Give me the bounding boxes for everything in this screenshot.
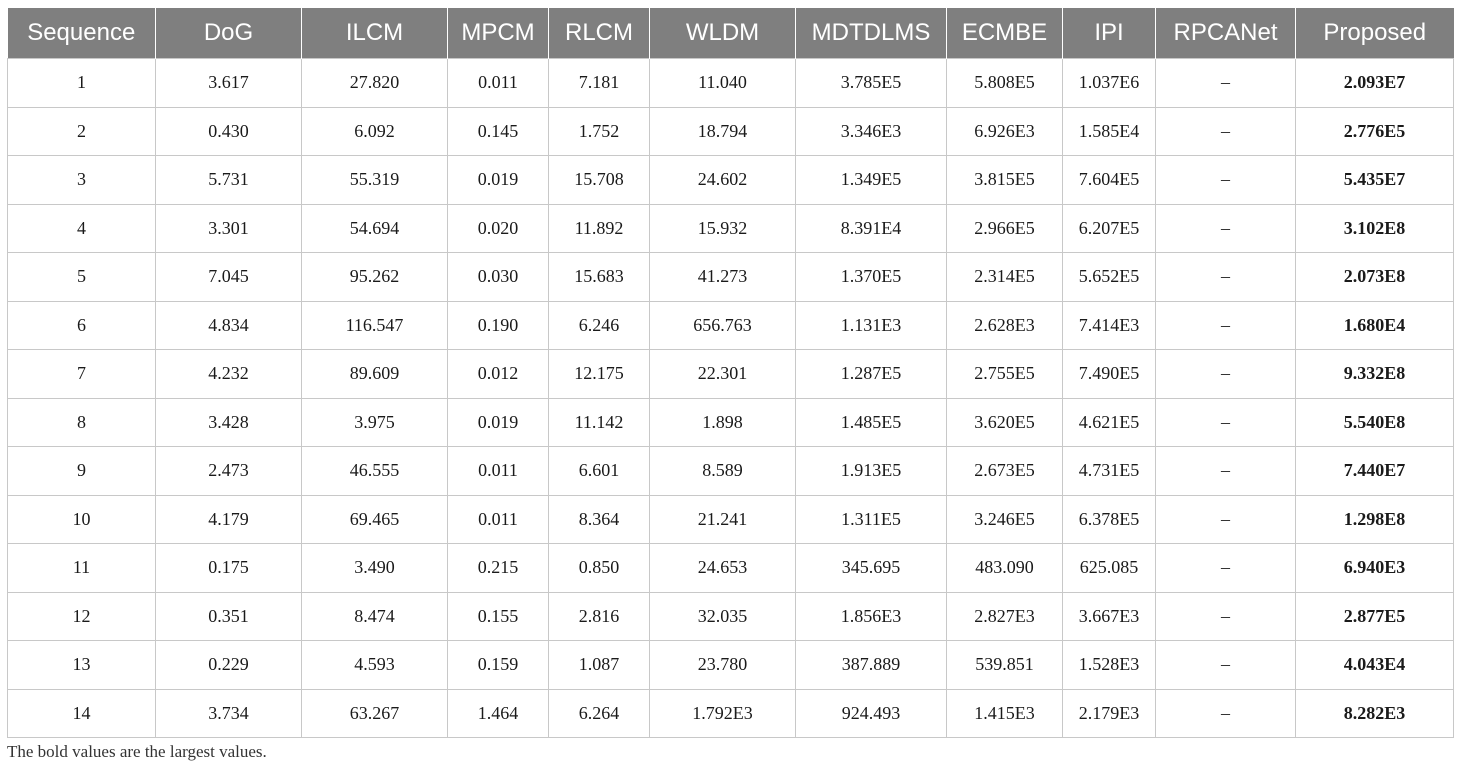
table-cell: 21.241: [650, 495, 796, 544]
table-cell: 1.087: [549, 641, 650, 690]
table-row: [8, 544, 1454, 593]
table-cell: 95.262: [302, 253, 448, 302]
table-cell: 0.850: [549, 544, 650, 593]
table-cell: 5.435E7: [1296, 156, 1454, 205]
table-cell: –: [1156, 107, 1296, 156]
table-cell: 656.763: [650, 301, 796, 350]
table-cell: 3.346E3: [796, 107, 947, 156]
table-cell: 924.493: [796, 689, 947, 738]
table-cell: 1.298E8: [1296, 495, 1454, 544]
table-cell: 63.267: [302, 689, 448, 738]
table-cell: 4.179: [156, 495, 302, 544]
table-cell: 32.035: [650, 592, 796, 641]
table-row: [8, 301, 1454, 350]
table-cell: 2.314E5: [947, 253, 1063, 302]
table-cell: –: [1156, 301, 1296, 350]
table-cell: 0.229: [156, 641, 302, 690]
table-cell: 1.856E3: [796, 592, 947, 641]
table-cell: 2.776E5: [1296, 107, 1454, 156]
table-cell: 46.555: [302, 447, 448, 496]
table-row: [8, 59, 1454, 108]
table-cell: 3.617: [156, 59, 302, 108]
table-cell: 15.708: [549, 156, 650, 205]
table-row: [8, 398, 1454, 447]
table-cell: 11.892: [549, 204, 650, 253]
table-cell: 0.011: [448, 495, 549, 544]
table-cell: 7.604E5: [1063, 156, 1156, 205]
table-cell: 5.731: [156, 156, 302, 205]
table-cell: 539.851: [947, 641, 1063, 690]
table-cell: 0.190: [448, 301, 549, 350]
table-cell: 2.628E3: [947, 301, 1063, 350]
table-cell: 1.311E5: [796, 495, 947, 544]
table-cell: 1.680E4: [1296, 301, 1454, 350]
table-cell: 1.792E3: [650, 689, 796, 738]
table-cell: 2.877E5: [1296, 592, 1454, 641]
table-cell: 24.602: [650, 156, 796, 205]
table-cell: 1.370E5: [796, 253, 947, 302]
table-cell: 8: [8, 398, 156, 447]
table-cell: 3.667E3: [1063, 592, 1156, 641]
table-row: [8, 204, 1454, 253]
table-cell: –: [1156, 350, 1296, 399]
table-cell: 13: [8, 641, 156, 690]
table-cell: 2.673E5: [947, 447, 1063, 496]
table-cell: 4.731E5: [1063, 447, 1156, 496]
table-cell: –: [1156, 495, 1296, 544]
table-cell: 18.794: [650, 107, 796, 156]
table-cell: 7.414E3: [1063, 301, 1156, 350]
table-cell: 345.695: [796, 544, 947, 593]
header-wldm: WLDM: [650, 8, 796, 59]
table-cell: 3: [8, 156, 156, 205]
header-rpcanet: RPCANet: [1156, 8, 1296, 59]
table-cell: 1.287E5: [796, 350, 947, 399]
table-cell: 1.349E5: [796, 156, 947, 205]
table-cell: 4.232: [156, 350, 302, 399]
table-body: [8, 59, 1454, 738]
table-cell: 9.332E8: [1296, 350, 1454, 399]
table-cell: 2.827E3: [947, 592, 1063, 641]
table-cell: 2.755E5: [947, 350, 1063, 399]
table-cell: –: [1156, 447, 1296, 496]
table-cell: 2.073E8: [1296, 253, 1454, 302]
header-ilcm: ILCM: [302, 8, 448, 59]
table-cell: 3.785E5: [796, 59, 947, 108]
table-cell: 7.440E7: [1296, 447, 1454, 496]
table-cell: 4.593: [302, 641, 448, 690]
table-cell: 7: [8, 350, 156, 399]
table-row: [8, 641, 1454, 690]
table-cell: 1.752: [549, 107, 650, 156]
table-cell: 0.011: [448, 59, 549, 108]
table-cell: 6: [8, 301, 156, 350]
table-cell: 116.547: [302, 301, 448, 350]
header-ecmbe: ECMBE: [947, 8, 1063, 59]
table-cell: 6.246: [549, 301, 650, 350]
table-cell: 4.043E4: [1296, 641, 1454, 690]
table-cell: 1.485E5: [796, 398, 947, 447]
table-row: [8, 495, 1454, 544]
table-cell: 9: [8, 447, 156, 496]
table-cell: 4.834: [156, 301, 302, 350]
table-cell: 0.215: [448, 544, 549, 593]
table-cell: 1.415E3: [947, 689, 1063, 738]
table-cell: 0.019: [448, 398, 549, 447]
table-row: [8, 156, 1454, 205]
table-cell: 6.264: [549, 689, 650, 738]
table-cell: 387.889: [796, 641, 947, 690]
table-row: [8, 350, 1454, 399]
table-cell: 5: [8, 253, 156, 302]
table-cell: 89.609: [302, 350, 448, 399]
table-cell: 1.898: [650, 398, 796, 447]
table-cell: 3.975: [302, 398, 448, 447]
header-sequence: Sequence: [8, 8, 156, 59]
table-cell: 23.780: [650, 641, 796, 690]
table-cell: 0.175: [156, 544, 302, 593]
table-cell: –: [1156, 59, 1296, 108]
table-cell: 6.926E3: [947, 107, 1063, 156]
header-mpcm: MPCM: [448, 8, 549, 59]
table-cell: 8.589: [650, 447, 796, 496]
table-cell: 6.378E5: [1063, 495, 1156, 544]
table-cell: 0.430: [156, 107, 302, 156]
header-rlcm: RLCM: [549, 8, 650, 59]
table-cell: 22.301: [650, 350, 796, 399]
table-cell: 0.159: [448, 641, 549, 690]
table-header: [8, 8, 1454, 59]
table-cell: 4.621E5: [1063, 398, 1156, 447]
table-cell: 7.490E5: [1063, 350, 1156, 399]
table-cell: 3.428: [156, 398, 302, 447]
table-cell: 0.011: [448, 447, 549, 496]
table-row: [8, 107, 1454, 156]
table-cell: 2.816: [549, 592, 650, 641]
table-cell: 0.155: [448, 592, 549, 641]
table-cell: 0.030: [448, 253, 549, 302]
table-cell: 1.585E4: [1063, 107, 1156, 156]
table-cell: 11: [8, 544, 156, 593]
table-cell: 8.474: [302, 592, 448, 641]
table-cell: 0.145: [448, 107, 549, 156]
table-cell: –: [1156, 592, 1296, 641]
table-cell: 0.019: [448, 156, 549, 205]
table-cell: 3.734: [156, 689, 302, 738]
table-cell: 15.932: [650, 204, 796, 253]
table-cell: 15.683: [549, 253, 650, 302]
table-footnote: The bold values are the largest values.: [7, 742, 267, 761]
table-row: [8, 253, 1454, 302]
table-cell: –: [1156, 689, 1296, 738]
table-cell: 2: [8, 107, 156, 156]
table-cell: 27.820: [302, 59, 448, 108]
table-cell: 1.464: [448, 689, 549, 738]
table-cell: 14: [8, 689, 156, 738]
table-cell: 6.207E5: [1063, 204, 1156, 253]
table-cell: 3.102E8: [1296, 204, 1454, 253]
table-cell: 4: [8, 204, 156, 253]
table-cell: 69.465: [302, 495, 448, 544]
table-cell: 3.490: [302, 544, 448, 593]
table-cell: 483.090: [947, 544, 1063, 593]
table-row: [8, 689, 1454, 738]
header-ipi: IPI: [1063, 8, 1156, 59]
table-cell: 8.391E4: [796, 204, 947, 253]
table-cell: 6.092: [302, 107, 448, 156]
table-cell: 6.601: [549, 447, 650, 496]
table-cell: 5.540E8: [1296, 398, 1454, 447]
table-cell: 5.808E5: [947, 59, 1063, 108]
results-table-container: [7, 8, 1453, 738]
results-table: [7, 8, 1454, 738]
table-cell: –: [1156, 253, 1296, 302]
table-cell: 8.364: [549, 495, 650, 544]
table-cell: 6.940E3: [1296, 544, 1454, 593]
table-cell: 11.142: [549, 398, 650, 447]
table-cell: 1.037E6: [1063, 59, 1156, 108]
table-cell: 0.351: [156, 592, 302, 641]
table-row: [8, 592, 1454, 641]
table-cell: 7.045: [156, 253, 302, 302]
table-cell: –: [1156, 544, 1296, 593]
table-cell: 3.620E5: [947, 398, 1063, 447]
table-cell: 11.040: [650, 59, 796, 108]
table-cell: 2.179E3: [1063, 689, 1156, 738]
table-cell: 10: [8, 495, 156, 544]
table-row: [8, 447, 1454, 496]
header-row: [8, 8, 1454, 59]
header-dog: DoG: [156, 8, 302, 59]
table-cell: 1.913E5: [796, 447, 947, 496]
table-cell: 41.273: [650, 253, 796, 302]
table-cell: 12.175: [549, 350, 650, 399]
table-cell: 1.528E3: [1063, 641, 1156, 690]
table-cell: 8.282E3: [1296, 689, 1454, 738]
table-cell: 24.653: [650, 544, 796, 593]
table-cell: 54.694: [302, 204, 448, 253]
table-cell: 3.301: [156, 204, 302, 253]
table-cell: 1.131E3: [796, 301, 947, 350]
table-cell: –: [1156, 398, 1296, 447]
table-cell: 0.012: [448, 350, 549, 399]
table-cell: 2.473: [156, 447, 302, 496]
table-cell: 7.181: [549, 59, 650, 108]
table-cell: 0.020: [448, 204, 549, 253]
table-cell: –: [1156, 156, 1296, 205]
table-cell: 2.093E7: [1296, 59, 1454, 108]
table-cell: 1: [8, 59, 156, 108]
header-proposed: Proposed: [1296, 8, 1454, 59]
table-cell: 12: [8, 592, 156, 641]
table-cell: –: [1156, 641, 1296, 690]
header-mdtdlms: MDTDLMS: [796, 8, 947, 59]
table-cell: –: [1156, 204, 1296, 253]
table-cell: 625.085: [1063, 544, 1156, 593]
table-cell: 2.966E5: [947, 204, 1063, 253]
table-cell: 55.319: [302, 156, 448, 205]
table-cell: 3.246E5: [947, 495, 1063, 544]
table-cell: 5.652E5: [1063, 253, 1156, 302]
table-cell: 3.815E5: [947, 156, 1063, 205]
